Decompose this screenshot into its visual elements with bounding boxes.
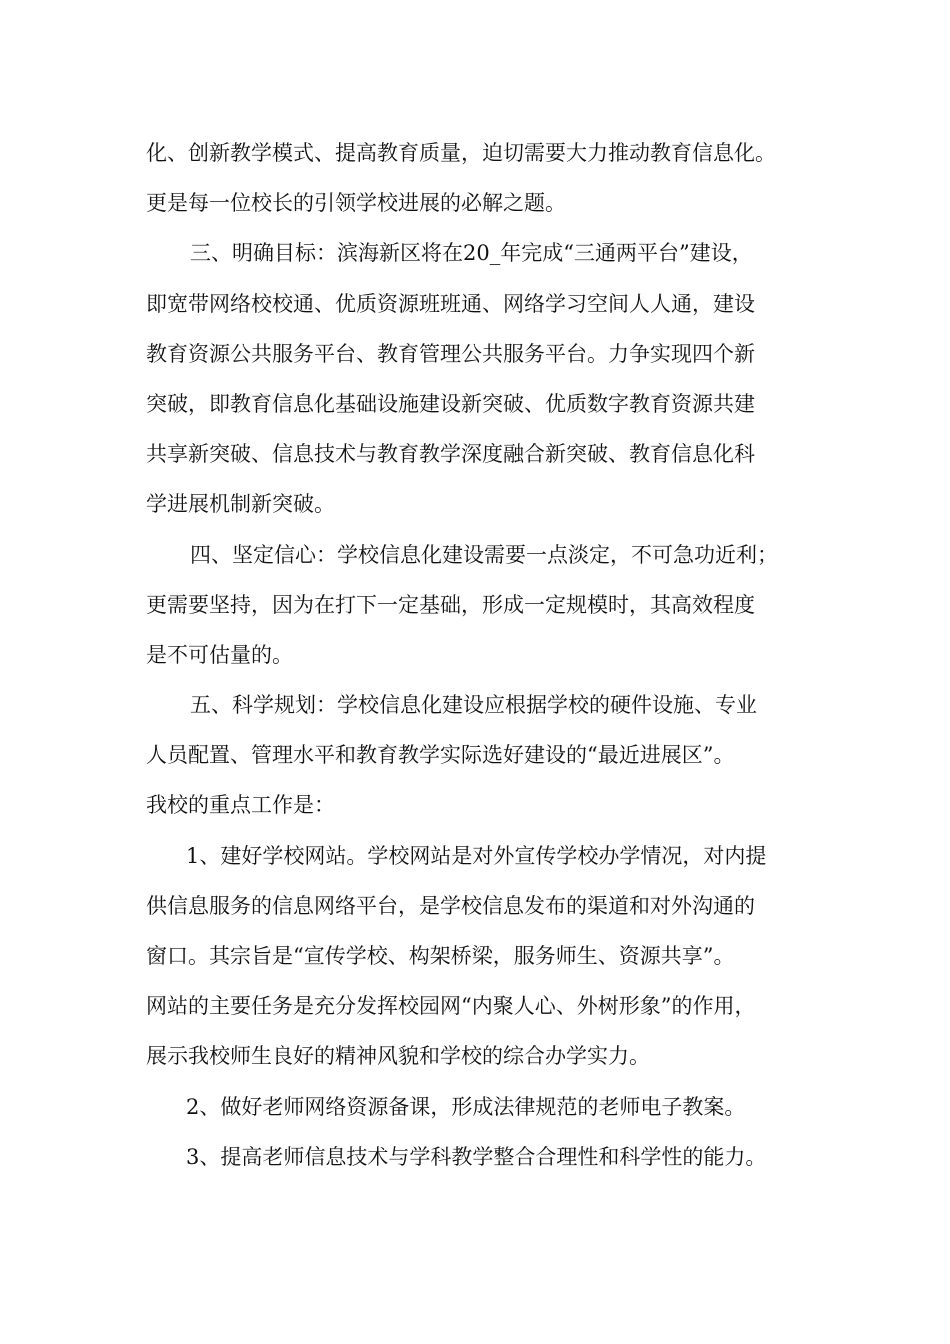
text-line: 我校的重点工作是： bbox=[146, 793, 335, 818]
text-line: 供信息服务的信息网络平台，是学校信息发布的渠道和对外沟通的 bbox=[146, 893, 755, 918]
text-line: 教育资源公共服务平台、教育管理公共服务平台。力争实现四个新 bbox=[146, 341, 755, 366]
list-item-line: 2、做好老师网络资源备课，形成法律规范的老师电子教案。 bbox=[186, 1094, 746, 1119]
text-line: 突破，即教育信息化基础设施建设新突破、优质数字教育资源共建 bbox=[146, 391, 755, 416]
list-item-line: 3、提高老师信息技术与学科教学整合合理性和科学性的能力。 bbox=[186, 1144, 767, 1169]
text-line: 更是每一位校长的引领学校进展的必解之题。 bbox=[146, 191, 566, 216]
section-heading-line: 五、科学规划：学校信息化建设应根据学校的硬件设施、专业 bbox=[190, 693, 757, 718]
text-line: 窗口。其宗旨是“宣传学校、构架桥梁，服务师生、资源共享”。 bbox=[146, 944, 735, 968]
text-line: 更需要坚持，因为在打下一定基础，形成一定规模时，其高效程度 bbox=[146, 592, 755, 617]
document-body bbox=[146, 128, 836, 1182]
text-line: 是不可估量的。 bbox=[146, 642, 293, 667]
section-heading-line: 三、明确目标：滨海新区将在20_年完成“三通两平台”建设， bbox=[190, 241, 753, 266]
section-heading-line: 四、坚定信心：学校信息化建设需要一点淡定，不可急功近利； bbox=[190, 542, 778, 567]
text-line: 化、创新教学模式、提高教育质量，迫切需要大力推动教育信息化。 bbox=[146, 141, 776, 165]
text-line: 人员配置、管理水平和教育教学实际选好建设的“最近进展区”。 bbox=[146, 743, 735, 768]
text-line: 展示我校师生良好的精神风貌和学校的综合办学实力。 bbox=[146, 1044, 650, 1069]
text-line: 学进展机制新突破。 bbox=[146, 492, 335, 517]
text-line: 共享新突破、信息技术与教育教学深度融合新突破、教育信息化科 bbox=[146, 442, 755, 467]
text-line: 网站的主要任务是充分发挥校园网“内聚人心、外树形象”的作用， bbox=[146, 994, 756, 1019]
list-item-line: 1、建好学校网站。学校网站是对外宣传学校办学情况，对内提 bbox=[186, 843, 767, 868]
text-line: 即宽带网络校校通、优质资源班班通、网络学习空间人人通，建设 bbox=[146, 291, 755, 316]
